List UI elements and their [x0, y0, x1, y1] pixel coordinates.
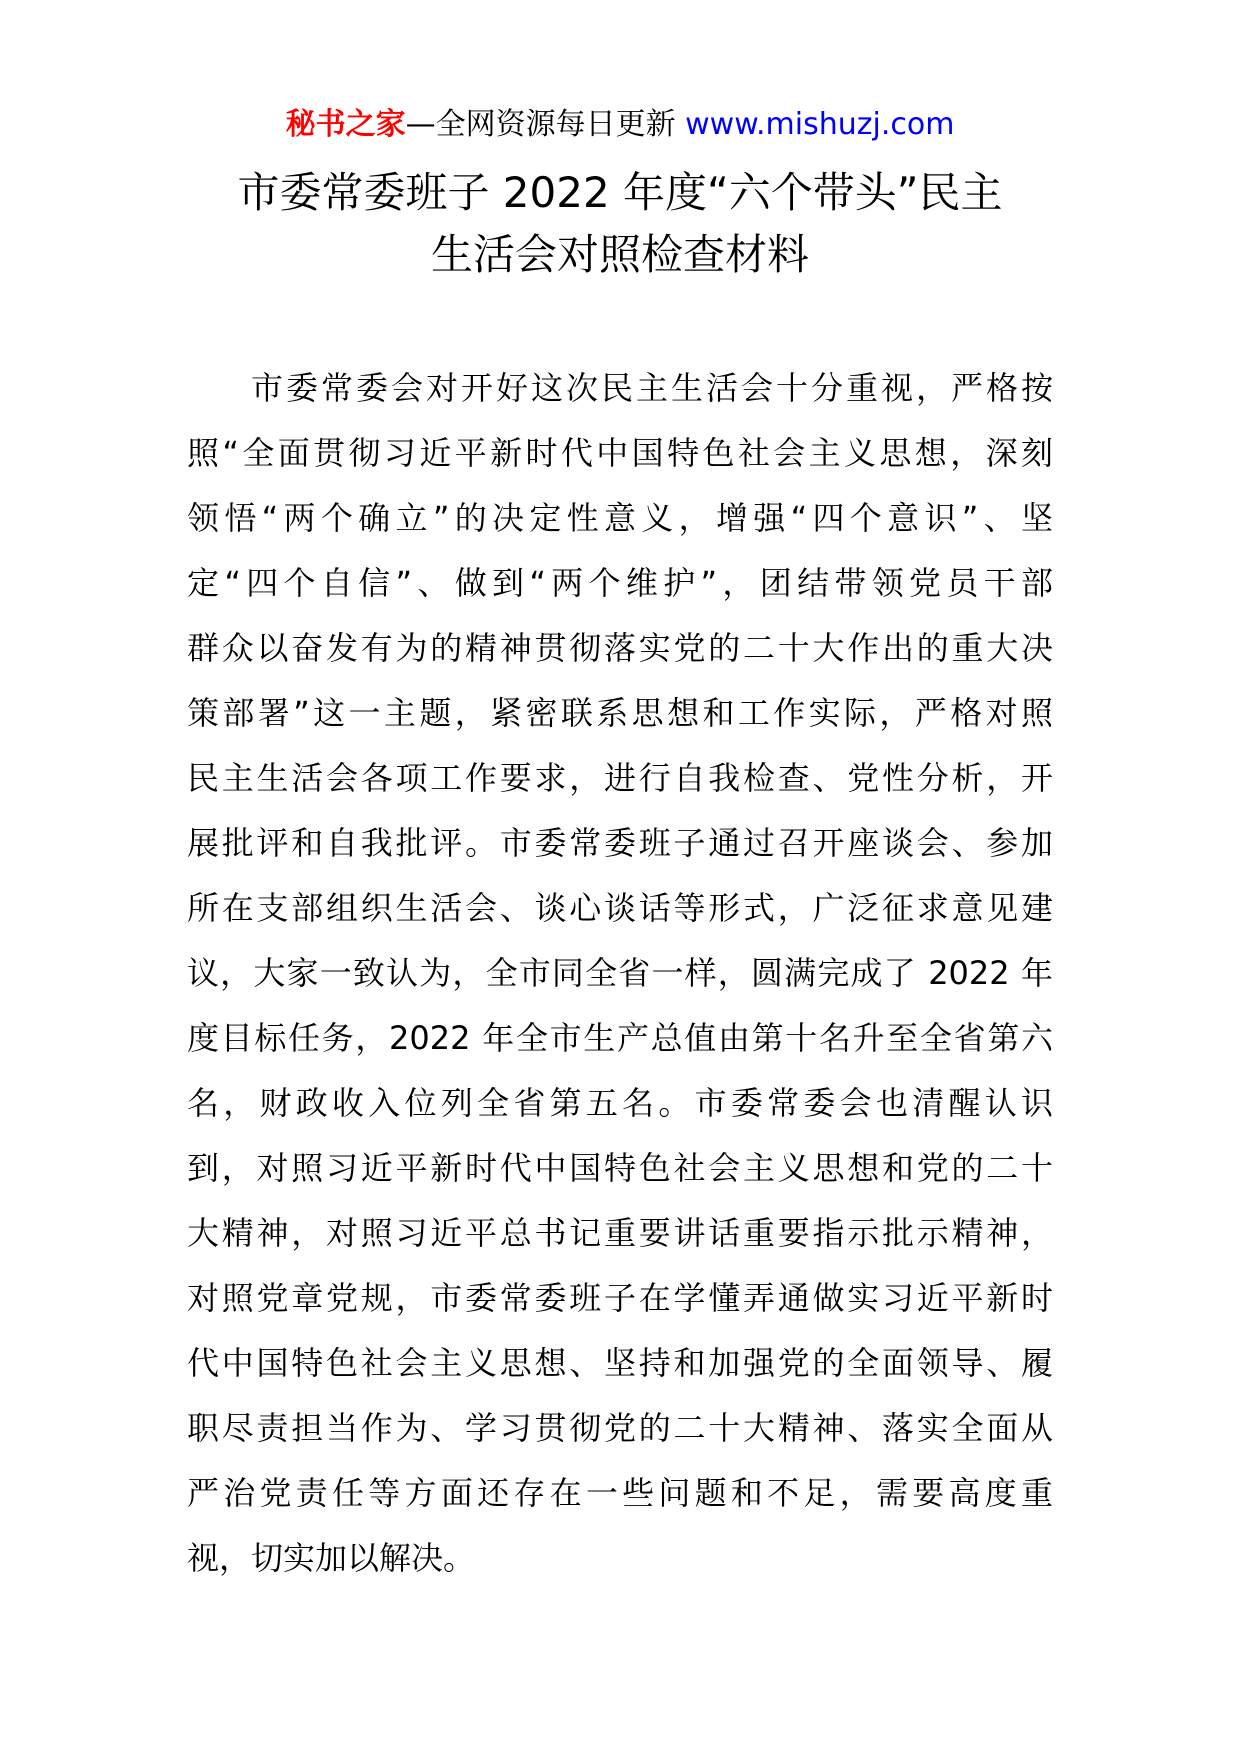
site-url-link[interactable]: www.mishuzj.com	[685, 107, 955, 142]
body-line: 对照党章党规，市委常委班子在学懂弄通做实习近平新时	[187, 1279, 1053, 1317]
header-tagline: —全网资源每日更新	[405, 107, 686, 142]
site-header	[0, 100, 1240, 150]
body-line: 展批评和自我批评。市委常委班子通过召开座谈会、参加	[187, 824, 1053, 862]
body-line: 名，财政收入位列全省第五名。市委常委会也清醒认识	[187, 1084, 1053, 1122]
body-line: 度目标任务，2022 年全市生产总值由第十名升至全省第六	[187, 1019, 1053, 1057]
body-line: 市委常委会对开好这次民主生活会十分重视，严格按	[251, 369, 1053, 407]
body-paragraph	[187, 356, 1053, 1591]
body-line: 到，对照习近平新时代中国特色社会主义思想和党的二十	[187, 1149, 1053, 1187]
title-line: 市委常委班子 2022 年度“六个带头”民主	[237, 168, 1003, 217]
title-line: 生活会对照检查材料	[430, 230, 809, 279]
document-title	[150, 162, 1090, 286]
body-line: 代中国特色社会主义思想、坚持和加强党的全面领导、履	[187, 1344, 1053, 1382]
body-line: 大精神，对照习近平总书记重要讲话重要指示批示精神，	[187, 1214, 1053, 1252]
body-line: 群众以奋发有为的精神贯彻落实党的二十大作出的重大决	[187, 629, 1053, 667]
body-line: 所在支部组织生活会、谈心谈话等形式，广泛征求意见建	[187, 889, 1053, 927]
brand-name: 秘书之家	[285, 107, 406, 142]
body-line: 照“全面贯彻习近平新时代中国特色社会主义思想，深刻	[187, 434, 1053, 472]
body-line: 严治党责任等方面还存在一些问题和不足，需要高度重	[187, 1474, 1053, 1512]
body-line: 策部署”这一主题，紧密联系思想和工作实际，严格对照	[187, 694, 1053, 732]
body-line: 定“四个自信”、做到“两个维护”，团结带领党员干部	[187, 564, 1053, 602]
body-line: 民主生活会各项工作要求，进行自我检查、党性分析，开	[187, 759, 1053, 797]
body-line: 视，切实加以解决。	[187, 1539, 476, 1577]
body-line: 领悟“两个确立”的决定性意义，增强“四个意识”、坚	[187, 499, 1053, 537]
body-line: 职尽责担当作为、学习贯彻党的二十大精神、落实全面从	[187, 1409, 1053, 1447]
body-line: 议，大家一致认为，全市同全省一样，圆满完成了 2022 年	[187, 954, 1053, 992]
